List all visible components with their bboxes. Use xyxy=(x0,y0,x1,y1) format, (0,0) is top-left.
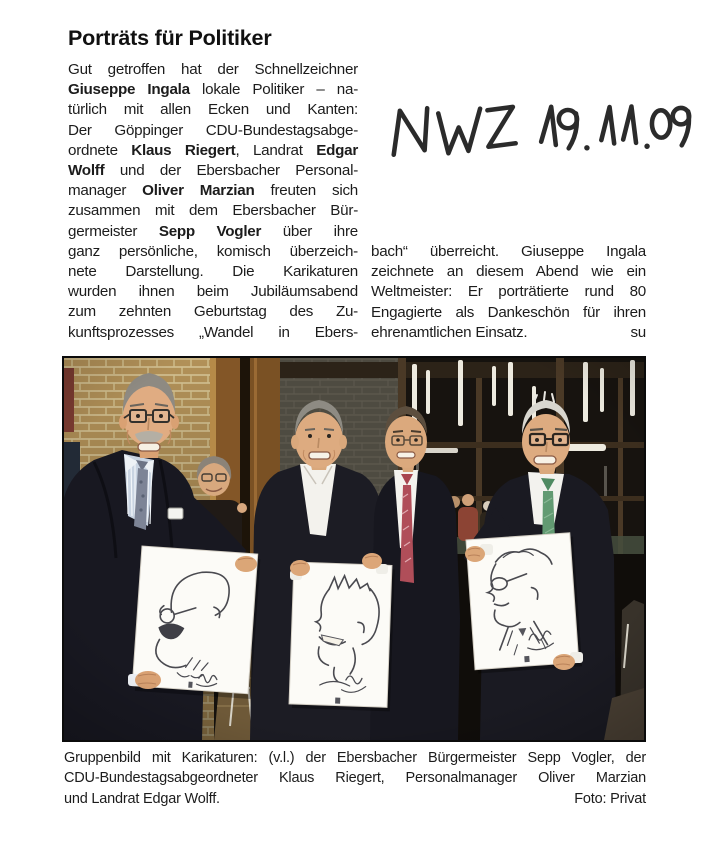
stamp-digit-0 xyxy=(652,110,671,138)
text-line: Weltmeister: Er porträtierte rund 80 xyxy=(371,283,646,301)
text-line: Wolff und der Ebersbacher Personal- xyxy=(68,162,358,180)
text-line: ganz persönliche, komisch überzeich- xyxy=(68,242,358,260)
article-last-line xyxy=(371,323,646,343)
article-photo xyxy=(62,356,646,742)
text-line: germeister Sepp Vogler über ihre xyxy=(68,222,358,240)
text-line: ordnete Klaus Riegert, Landrat Edgar xyxy=(68,141,359,159)
text-line: Gruppenbild mit Karikaturen: (v.l.) der Ebersbacher Bürgermeister Sepp Vogler, der xyxy=(64,750,646,766)
text-line: nete Darstellung. Die Karikaturen xyxy=(68,263,358,281)
caption-last-line xyxy=(64,789,646,809)
text-line: kunftsprozesses „Wandel in Ebers- xyxy=(68,323,358,341)
photo-illustration xyxy=(64,358,644,740)
text-line: Gut getroffen hat der Schnellzeichner xyxy=(68,61,358,78)
text-line: CDU-Bundestagsabgeordneter Klaus Riegert, Personalmanager Oliver Marzian xyxy=(64,770,646,787)
text-line: bach“ überreicht. Giuseppe Ingala xyxy=(371,243,646,260)
photo-credit: Foto: Privat xyxy=(574,790,646,807)
photo-caption xyxy=(64,748,646,809)
article-body xyxy=(68,60,646,343)
article-column-right-lines xyxy=(371,242,646,323)
text-line: manager Oliver Marzian freuten sich xyxy=(68,182,358,200)
vignette xyxy=(64,358,644,740)
headline: Porträts für Politiker xyxy=(68,26,272,50)
last-line-text: ehrenamtlichen Einsatz. xyxy=(371,323,528,341)
author-initials: su xyxy=(630,323,646,341)
text-line: zeichnete an diesem Abend wie ein xyxy=(371,263,646,281)
text-line: Der Göppinger CDU-Bundestagsabge- xyxy=(68,121,358,139)
text-line: türlich mit allen Ecken und Kanten: xyxy=(68,101,358,119)
text-line: wurden ihnen beim Jubiläumsabend xyxy=(68,283,358,301)
article-column-right xyxy=(371,242,646,343)
caption-lines xyxy=(64,748,646,789)
caption-last-text: und Landrat Edgar Wolff. xyxy=(64,790,220,807)
text-line: zum zehnten Geburtstag des Zu- xyxy=(68,303,358,321)
article-column-left xyxy=(68,60,358,343)
text-line: Giuseppe Ingala lokale Politiker – na- xyxy=(68,81,358,99)
text-line: zusammen mit dem Ebersbacher Bür- xyxy=(68,202,358,220)
text-line: Engagierte als Dankeschön für ihren xyxy=(371,303,646,321)
